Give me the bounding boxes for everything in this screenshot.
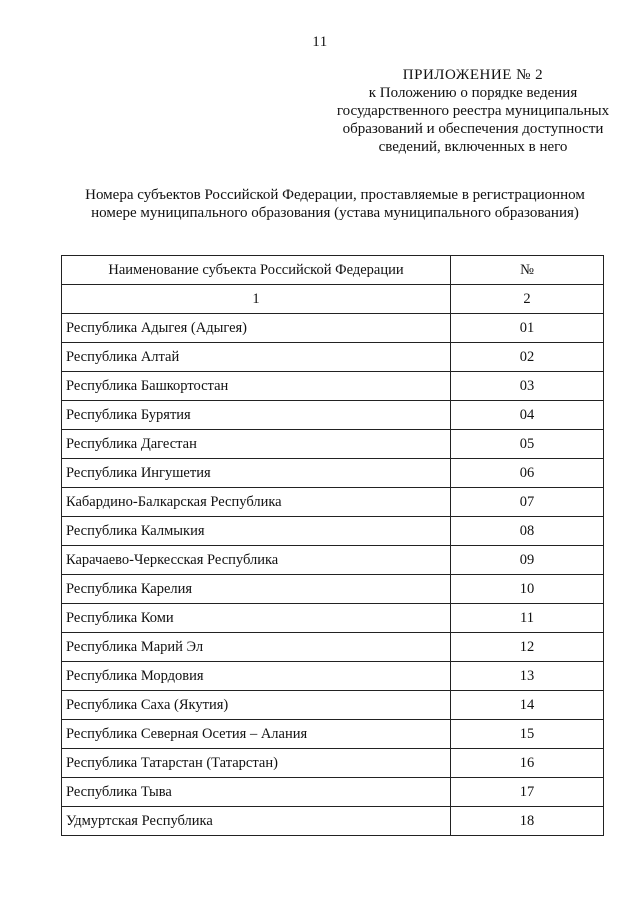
column-number-2: 2 — [451, 285, 604, 314]
subject-code: 03 — [451, 372, 604, 401]
subject-name: Республика Алтай — [62, 343, 451, 372]
subjects-table — [61, 255, 604, 836]
table-row — [62, 575, 604, 604]
table-row — [62, 459, 604, 488]
appendix-line: к Положению о порядке ведения — [368, 85, 578, 101]
subject-name: Республика Адыгея (Адыгея) — [62, 314, 451, 343]
subject-name: Республика Саха (Якутия) — [62, 691, 451, 720]
subject-name: Республика Мордовия — [62, 662, 451, 691]
subject-code: 18 — [451, 807, 604, 836]
subject-code: 10 — [451, 575, 604, 604]
column-number-1: 1 — [62, 285, 451, 314]
document-title-line: номере муниципального образования (устава муниципального образования) — [91, 205, 579, 221]
subject-code: 05 — [451, 430, 604, 459]
header-number: № — [451, 256, 604, 285]
subject-name: Удмуртская Республика — [62, 807, 451, 836]
appendix-header — [330, 66, 616, 156]
subject-code: 07 — [451, 488, 604, 517]
table-row — [62, 488, 604, 517]
subject-code: 06 — [451, 459, 604, 488]
subject-name: Республика Тыва — [62, 778, 451, 807]
document-title — [60, 186, 610, 222]
table-row — [62, 314, 604, 343]
subject-code: 01 — [451, 314, 604, 343]
table-row — [62, 517, 604, 546]
subject-code: 16 — [451, 749, 604, 778]
table-row — [62, 430, 604, 459]
table-header-row — [62, 256, 604, 285]
table-row — [62, 691, 604, 720]
subject-name: Республика Ингушетия — [62, 459, 451, 488]
subject-name: Республика Башкортостан — [62, 372, 451, 401]
subject-code: 09 — [451, 546, 604, 575]
subject-name: Республика Бурятия — [62, 401, 451, 430]
table-body — [62, 314, 604, 836]
subject-name: Республика Дагестан — [62, 430, 451, 459]
subject-code: 08 — [451, 517, 604, 546]
table-row — [62, 778, 604, 807]
appendix-line: сведений, включенных в него — [378, 139, 568, 155]
header-subject-name: Наименование субъекта Российской Федерации — [62, 256, 451, 285]
subject-code: 11 — [451, 604, 604, 633]
table-row — [62, 720, 604, 749]
table-row — [62, 604, 604, 633]
table-row — [62, 749, 604, 778]
table-row — [62, 633, 604, 662]
table-row — [62, 343, 604, 372]
subject-name: Республика Коми — [62, 604, 451, 633]
subject-code: 04 — [451, 401, 604, 430]
subject-name: Кабардино-Балкарская Республика — [62, 488, 451, 517]
appendix-line: образований и обеспечения доступности — [342, 121, 604, 137]
subject-name: Республика Татарстан (Татарстан) — [62, 749, 451, 778]
subject-code: 13 — [451, 662, 604, 691]
subject-name: Республика Марий Эл — [62, 633, 451, 662]
table-row — [62, 662, 604, 691]
table-row — [62, 807, 604, 836]
subject-code: 02 — [451, 343, 604, 372]
column-number-row — [62, 285, 604, 314]
subject-code: 12 — [451, 633, 604, 662]
subject-code: 14 — [451, 691, 604, 720]
page-number: 11 — [312, 34, 328, 50]
table-row — [62, 401, 604, 430]
subject-name: Республика Калмыкия — [62, 517, 451, 546]
document-title-line: Номера субъектов Российской Федерации, проставляемые в регистрационном — [85, 187, 585, 203]
table-row — [62, 546, 604, 575]
appendix-title: ПРИЛОЖЕНИЕ № 2 — [402, 67, 544, 83]
table-row — [62, 372, 604, 401]
subject-name: Республика Северная Осетия – Алания — [62, 720, 451, 749]
appendix-line: государственного реестра муниципальных — [336, 103, 610, 119]
subject-code: 17 — [451, 778, 604, 807]
subject-name: Карачаево-Черкесская Республика — [62, 546, 451, 575]
subject-name: Республика Карелия — [62, 575, 451, 604]
subject-code: 15 — [451, 720, 604, 749]
